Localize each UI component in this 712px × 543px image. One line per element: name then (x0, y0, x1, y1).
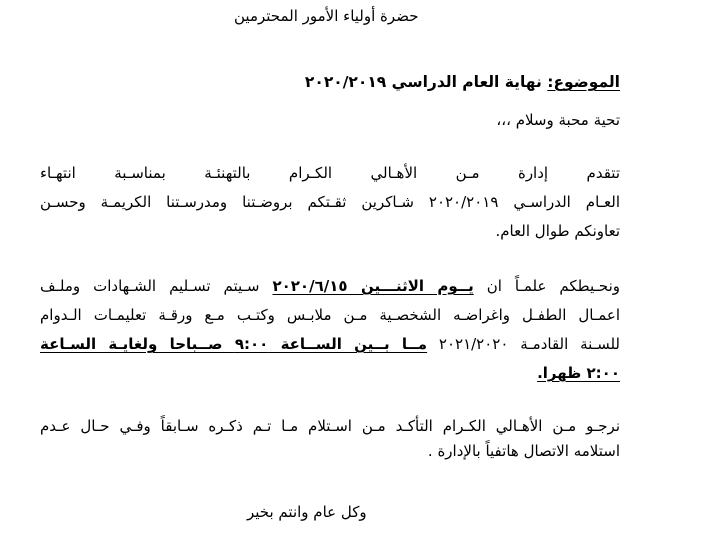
paragraph2-line1 (40, 276, 620, 296)
paragraph2-line3-start: للسـنة القادمـة ٢٠٢١/٢٠٢٠ (438, 335, 620, 353)
greeting: تحية محبة وسلام ،،، (496, 111, 620, 129)
subject-line (305, 72, 620, 92)
subject-label: الموضوع: (547, 73, 620, 91)
salutation: حضرة أولياء الأمور المحترمين (234, 7, 419, 25)
paragraph2-date: يــوم الاثنـــين ٢٠٢٠/٦/١٥ (272, 277, 474, 295)
paragraph2-line2: اعمـال الطفـل واغراضـه الشخصـية مـن ملابـس وكتـب مـع ورقـة تعليمـات الـدوام (40, 306, 620, 324)
paragraph2-line4: ٢:٠٠ ظهرا. (537, 364, 620, 382)
paragraph2-line1-start: ونحـيطكم علمـاً ان (486, 277, 620, 295)
paragraph3-line1: نرجـو مـن الأهـالي الكـرام التأكـد مـن اسـتلام مـا تـم ذكـره سـابقاً وفـي حـال عـدم (40, 417, 620, 435)
paragraph2-time-range: مــا بــين الســاعة ٩:٠٠ صــباحا ولغايـة السـاعة (40, 335, 428, 353)
closing: وكل عام وانتم بخير (247, 503, 367, 521)
paragraph3-line2: استلامه الاتصال هاتفياً بالإدارة . (427, 442, 620, 460)
subject-text: نهاية العام الدراسي ٢٠٢٠/٢٠١٩ (304, 73, 542, 91)
paragraph2-line3 (40, 334, 620, 354)
paragraph1-line1: تتقدم إدارة مـن الأهـالي الكـرام بالتهنئـة بمناسـبة انتهـاء (40, 164, 620, 182)
paragraph2-line1-end: سـيتم تسـليم الشـهادات وملـف (40, 277, 260, 295)
paragraph1-line2: العـام الدراسـي ٢٠٢٠/٢٠١٩ شـاكرين ثقـتكم بروضـتنا ومدرسـتنا الكريمـة وحسـن (40, 193, 621, 211)
paragraph1-line3: تعاونكم طوال العام. (495, 222, 620, 240)
